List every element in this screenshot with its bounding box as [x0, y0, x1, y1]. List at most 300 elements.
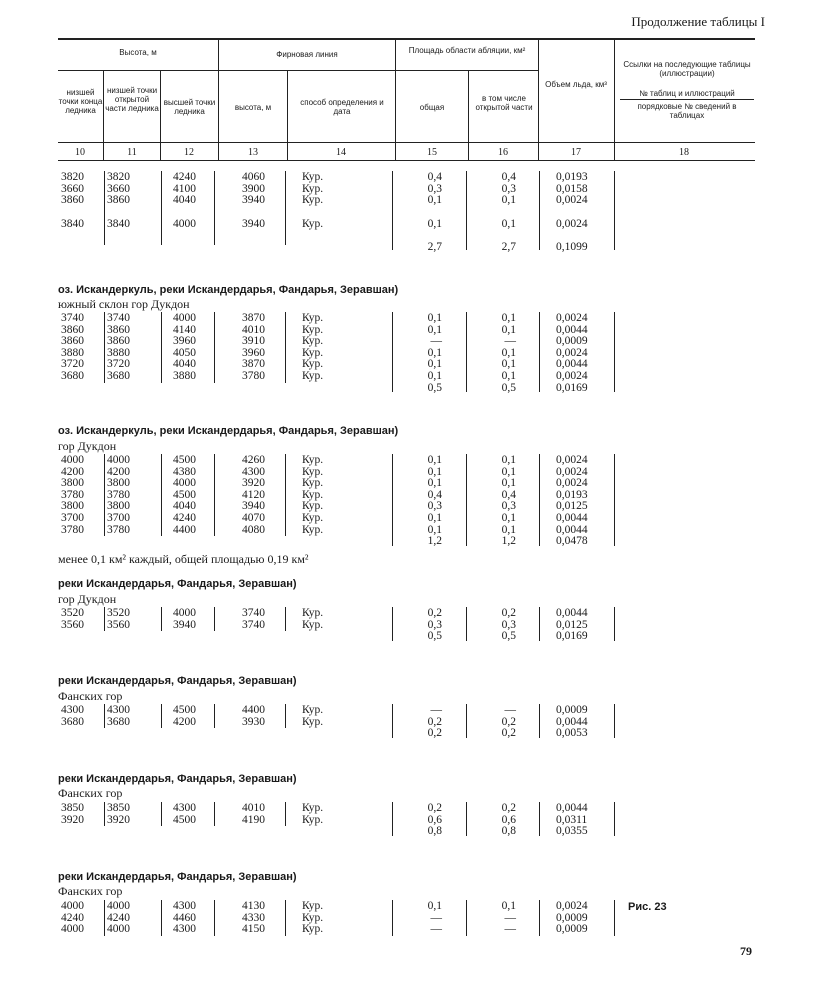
column-separator [466, 704, 467, 738]
table-cell: 0,1 [501, 454, 516, 466]
table-cell: Кур. [302, 488, 324, 501]
group-subtitle: южный склон гор Дукдон [58, 297, 190, 311]
column-separator [161, 900, 162, 936]
total-cell: 1,2 [501, 535, 516, 548]
table-cell: 3780 [242, 370, 265, 382]
table-cell: 4120 [242, 488, 265, 501]
header-firn-group: Фирновая линия [276, 50, 338, 59]
table-cell: 3960 [173, 335, 196, 348]
table-cell: 4380 [173, 465, 196, 478]
table-cell: Кур. [302, 715, 324, 728]
table-cell: 4240 [173, 512, 196, 524]
table-cell: 4040 [173, 500, 196, 513]
table-cell: 4040 [173, 358, 196, 371]
table-cell: 0,6 [501, 813, 516, 826]
column-separator [285, 171, 286, 245]
column-separator [285, 900, 286, 936]
table-cell: 0,6 [427, 813, 442, 826]
total-cell: 0,5 [501, 381, 516, 394]
table-cell: 0,3 [427, 618, 442, 631]
table-cell: 0,3 [427, 182, 442, 195]
group-subtitle: гор Дукдон [58, 439, 117, 453]
table-cell: Кур. [302, 813, 324, 826]
table-cell: 0,2 [501, 715, 516, 728]
table-cell: Кур. [302, 217, 324, 230]
header-lowest-end: низшей точки конца ледника [58, 88, 103, 115]
column-separator [161, 607, 162, 631]
group-title: реки Искандердарья, Фандарья, Зеравшан) [58, 871, 297, 883]
table-cell: 3860 [107, 194, 130, 207]
table-cell: 4300 [107, 704, 130, 716]
column-number: 11 [127, 147, 137, 158]
total-cell: 0,0478 [556, 535, 588, 548]
column-separator [539, 312, 540, 392]
table-cell: 4050 [173, 346, 196, 359]
table-cell: 4140 [173, 323, 196, 336]
table-cell: 3920 [242, 477, 265, 490]
table-cell: 4240 [173, 171, 196, 183]
table-cell: 3560 [61, 618, 84, 631]
total-cell: 0,0053 [556, 727, 588, 740]
table-cell: — [504, 335, 516, 348]
table-cell: 4000 [107, 454, 130, 466]
table-cell: 0,0009 [556, 923, 588, 936]
table-cell: 0,1 [501, 370, 516, 382]
column-number: 17 [571, 147, 581, 158]
table-cell: 0,2 [427, 607, 442, 619]
table-cell: 0,0044 [556, 358, 588, 371]
table-cell: 3870 [242, 358, 265, 371]
column-separator [214, 454, 215, 536]
table-cell: 4460 [173, 911, 196, 924]
table-cell: 0,0044 [556, 512, 588, 524]
table-cell: 0,0044 [556, 607, 588, 619]
table-cell: 4500 [173, 454, 196, 466]
table-cell: — [504, 911, 516, 924]
column-separator [614, 312, 615, 392]
column-separator [392, 171, 393, 250]
total-cell: 2,7 [427, 241, 442, 254]
group-title: оз. Искандеркуль, реки Искандердарья, Фандарья, Зеравшан) [58, 425, 399, 437]
table-cell: 3820 [61, 171, 84, 183]
table-cell: 4150 [242, 923, 265, 936]
column-separator [214, 900, 215, 936]
column-number: 16 [498, 147, 508, 158]
column-separator [214, 171, 215, 245]
total-cell: 0,5 [427, 381, 442, 394]
table-cell: 3860 [107, 335, 130, 348]
table-cell: 4300 [173, 923, 196, 936]
table-cell: Кур. [302, 900, 324, 912]
column-number: 15 [427, 147, 437, 158]
table-cell: 4400 [242, 704, 265, 716]
table-cell: 3800 [107, 500, 130, 513]
table-cell: Кур. [302, 500, 324, 513]
table-cell: 4200 [173, 715, 196, 728]
table-cell: 3680 [61, 370, 84, 382]
table-cell: 0,0044 [556, 802, 588, 814]
header-height-group: Высота, м [119, 48, 157, 57]
column-separator [466, 900, 467, 936]
table-cell: 0,0024 [556, 900, 588, 912]
table-cell: — [504, 704, 516, 716]
table-cell: 4240 [107, 911, 130, 924]
table-cell: Кур. [302, 802, 324, 814]
column-separator [539, 802, 540, 836]
table-cell: 4040 [173, 194, 196, 207]
column-separator [614, 802, 615, 836]
table-cell: Кур. [302, 618, 324, 631]
table-cell: Кур. [302, 523, 324, 536]
table-cell: 3740 [242, 607, 265, 619]
group-title: реки Искандердарья, Фандарья, Зеравшан) [58, 675, 297, 687]
table-cell: 3940 [242, 500, 265, 513]
table-cell: 3960 [242, 346, 265, 359]
table-cell: 0,0193 [556, 171, 588, 183]
header-refs-seq: порядковые № сведений в таблицах [637, 102, 737, 120]
column-separator [466, 607, 467, 641]
table-cell: 3660 [61, 182, 84, 195]
column-separator [214, 802, 215, 826]
table-cell: 0,3 [501, 182, 516, 195]
column-separator [539, 704, 540, 738]
table-cell: 0,1 [501, 323, 516, 336]
total-cell: 0,5 [501, 630, 516, 643]
group-title: реки Искандердарья, Фандарья, Зеравшан) [58, 578, 297, 590]
total-cell: 0,8 [427, 825, 442, 838]
table-cell: 4000 [61, 900, 84, 912]
column-separator [466, 312, 467, 392]
table-cell: Кур. [302, 370, 324, 382]
table-cell: 3940 [242, 217, 265, 230]
table-cell: — [430, 911, 442, 924]
group-subtitle: Фанских гор [58, 884, 123, 898]
table-cell: 0,1 [427, 217, 442, 230]
table-cell: 3820 [107, 171, 130, 183]
table-cell: 3870 [242, 312, 265, 324]
table-cell: 0,1 [501, 312, 516, 324]
table-cell: 3720 [61, 358, 84, 371]
table-cell: 0,3 [501, 500, 516, 513]
column-separator [214, 704, 215, 728]
table-cell: Кур. [302, 194, 324, 207]
column-separator [285, 454, 286, 536]
table-cell: 3840 [107, 217, 130, 230]
table-cell: 3680 [107, 370, 130, 382]
total-cell: 0,0355 [556, 825, 588, 838]
total-cell: 1,2 [427, 535, 442, 548]
column-number: 18 [679, 147, 689, 158]
table-cell: 0,0158 [556, 182, 588, 195]
column-separator [104, 704, 105, 728]
table-cell: 4070 [242, 512, 265, 524]
table-cell: 4000 [173, 477, 196, 490]
column-separator [104, 802, 105, 826]
total-cell: 0,5 [427, 630, 442, 643]
table-cell: 3860 [61, 335, 84, 348]
table-cell: 0,0024 [556, 370, 588, 382]
column-separator [161, 171, 162, 245]
table-cell: Кур. [302, 911, 324, 924]
table-cell: 3800 [61, 477, 84, 490]
table-cell: 4000 [173, 607, 196, 619]
table-cell: 3740 [242, 618, 265, 631]
total-cell: 0,1099 [556, 241, 588, 254]
table-cell: 3680 [61, 715, 84, 728]
table-cell: 3880 [61, 346, 84, 359]
table-cell: 4000 [107, 900, 130, 912]
table-cell: 3840 [61, 217, 84, 230]
table-cell: 4000 [173, 217, 196, 230]
table-cell: 3800 [107, 477, 130, 490]
column-separator [392, 704, 393, 738]
table-cell: 4330 [242, 911, 265, 924]
table-cell: Кур. [302, 477, 324, 490]
table-cell: 3660 [107, 182, 130, 195]
table-cell: 3720 [107, 358, 130, 371]
table-cell: 0,1 [501, 358, 516, 371]
table-cell: 0,0009 [556, 911, 588, 924]
table-cell: 4190 [242, 813, 265, 826]
header-firn-height: высота, м [234, 103, 272, 112]
column-separator [161, 802, 162, 826]
table-cell: Кур. [302, 182, 324, 195]
table-cell: 0,1 [501, 194, 516, 207]
table-cell: 0,0024 [556, 312, 588, 324]
table-cell: 4000 [173, 312, 196, 324]
group-note: менее 0,1 км² каждый, общей площадью 0,19 км² [58, 551, 309, 566]
table-cell: 3850 [61, 802, 84, 814]
table-cell: 0,0024 [556, 217, 588, 230]
total-cell: 0,2 [427, 727, 442, 740]
table-cell: 4200 [107, 465, 130, 478]
column-separator [161, 704, 162, 728]
table-cell: — [430, 923, 442, 936]
table-cell: 0,0009 [556, 704, 588, 716]
column-separator [104, 171, 105, 245]
column-separator [392, 454, 393, 546]
table-cell: 4300 [242, 465, 265, 478]
table-cell: 4200 [61, 465, 84, 478]
group-title: оз. Искандеркуль, реки Искандердарья, Фандарья, Зеравшан) [58, 284, 399, 296]
column-separator [104, 454, 105, 536]
column-separator [466, 454, 467, 546]
table-cell: — [430, 704, 442, 716]
column-separator [104, 900, 105, 936]
column-separator [161, 454, 162, 536]
table-cell: 4300 [173, 802, 196, 814]
table-cell: 4500 [173, 704, 196, 716]
table-cell: 3780 [107, 523, 130, 536]
table-cell: 4300 [173, 900, 196, 912]
table-cell: 0,4 [427, 171, 442, 183]
table-cell: 4300 [61, 704, 84, 716]
table-cell: 3560 [107, 618, 130, 631]
table-cell: 0,1 [427, 900, 442, 912]
table-cell: 3520 [61, 607, 84, 619]
table-cell: 4240 [61, 911, 84, 924]
table-cell: 0,2 [501, 607, 516, 619]
header-lowest-open: низшей точки открытой части ледника [105, 86, 159, 113]
table-cell: 0,0009 [556, 335, 588, 348]
table-cell: Кур. [302, 323, 324, 336]
table-cell: 3700 [107, 512, 130, 524]
table-cell: 0,1 [427, 194, 442, 207]
table-cell: 0,1 [501, 477, 516, 490]
table-cell: Кур. [302, 454, 324, 466]
table-cell: 0,4 [501, 488, 516, 501]
table-cell: 4080 [242, 523, 265, 536]
table-cell: 3900 [242, 182, 265, 195]
table-cell: 0,1 [427, 358, 442, 371]
table-cell: Кур. [302, 358, 324, 371]
table-cell: 0,0044 [556, 323, 588, 336]
total-cell: 0,2 [501, 727, 516, 740]
column-separator [614, 171, 615, 250]
header-firn-method: способ определения и дата [300, 98, 384, 116]
table-cell: 0,1 [427, 465, 442, 478]
table-cell: 4100 [173, 182, 196, 195]
table-cell: 0,0311 [556, 813, 588, 826]
table-cell: 0,1 [427, 512, 442, 524]
column-separator [104, 607, 105, 631]
table-cell: 0,0024 [556, 465, 588, 478]
table-cell: Кур. [302, 512, 324, 524]
page-number: 79 [740, 944, 752, 958]
group-subtitle: Фанских гор [58, 786, 123, 800]
table-cell: Кур. [302, 607, 324, 619]
header-refs-main: Ссылки на последующие таблицы (иллюстрации) [623, 60, 751, 78]
table-cell: 3860 [61, 194, 84, 207]
table-cell: 0,1 [501, 346, 516, 359]
column-separator [161, 312, 162, 383]
column-number: 13 [248, 147, 258, 158]
table-cell: 3780 [61, 523, 84, 536]
table-cell: 0,0125 [556, 500, 588, 513]
header-ice-volume: Объем льда, км³ [545, 80, 607, 89]
table-cell: 0,1 [427, 323, 442, 336]
table-cell: 0,2 [427, 715, 442, 728]
column-separator [539, 454, 540, 546]
table-cell: 0,0125 [556, 618, 588, 631]
column-separator [614, 704, 615, 738]
table-cell: 3850 [107, 802, 130, 814]
column-separator [614, 454, 615, 546]
table-cell: 3740 [107, 312, 130, 324]
column-separator [392, 900, 393, 936]
group-subtitle: гор Дукдон [58, 592, 117, 606]
table-cell: 0,1 [427, 312, 442, 324]
table-cell: 4260 [242, 454, 265, 466]
table-cell: 0,1 [501, 512, 516, 524]
table-cell: 3780 [61, 488, 84, 501]
table-cell: 0,4 [427, 488, 442, 501]
header-refs-num: № таблиц и иллюстраций [620, 89, 754, 100]
table-cell: 0,1 [501, 900, 516, 912]
column-separator [539, 607, 540, 641]
table-cell: Кур. [302, 923, 324, 936]
column-separator [285, 607, 286, 631]
column-separator [285, 704, 286, 728]
table-cell: 3860 [107, 323, 130, 336]
header-highest: высшей точки ледника [163, 98, 216, 116]
table-cell: 3910 [242, 335, 265, 348]
table-cell: 4400 [173, 523, 196, 536]
table-cell: 0,2 [501, 802, 516, 814]
table-cell: 4500 [173, 813, 196, 826]
table-cell: Кур. [302, 335, 324, 348]
header-ablation-group: Площадь области абляции, км² [408, 46, 526, 55]
table-cell: 0,0044 [556, 715, 588, 728]
table-cell: 3940 [173, 618, 196, 631]
table-cell: 0,1 [427, 523, 442, 536]
table-cell: 0,1 [427, 454, 442, 466]
column-separator [466, 171, 467, 250]
table-cell: 3920 [61, 813, 84, 826]
table-cell: 0,0024 [556, 194, 588, 207]
total-cell: 0,8 [501, 825, 516, 838]
column-separator [104, 312, 105, 383]
table-cell: 3700 [61, 512, 84, 524]
table-cell: 0,0193 [556, 488, 588, 501]
table-cell: 4000 [107, 923, 130, 936]
table-cell: 0,1 [501, 217, 516, 230]
table-cell: 3930 [242, 715, 265, 728]
table-cell: 0,1 [501, 523, 516, 536]
total-cell: 2,7 [501, 241, 516, 254]
column-separator [539, 171, 540, 250]
table-cell: 0,1 [501, 465, 516, 478]
column-separator [285, 802, 286, 826]
column-separator [466, 802, 467, 836]
table-cell: 4500 [173, 488, 196, 501]
table-cell: 0,2 [427, 802, 442, 814]
column-separator [392, 312, 393, 392]
table-cell: 4010 [242, 323, 265, 336]
table-cell: 3880 [173, 370, 196, 382]
table-cell: 3860 [61, 323, 84, 336]
column-separator [392, 802, 393, 836]
table-cell: 0,4 [501, 171, 516, 183]
table-cell: — [430, 335, 442, 348]
table-cell: 4000 [61, 454, 84, 466]
group-title: реки Искандердарья, Фандарья, Зеравшан) [58, 773, 297, 785]
header-ablation-open: в том числе открытой части [475, 94, 533, 112]
figure-reference: Рис. 23 [628, 901, 667, 913]
table-cell: 0,0024 [556, 454, 588, 466]
table-cell: 3800 [61, 500, 84, 513]
column-separator [614, 607, 615, 641]
table-cell: 0,3 [427, 500, 442, 513]
table-caption: Продолжение таблицы I [631, 14, 765, 29]
column-number: 14 [336, 147, 346, 158]
column-separator [285, 312, 286, 383]
table-cell: 0,3 [501, 618, 516, 631]
column-number: 12 [184, 147, 194, 158]
table-cell: 3680 [107, 715, 130, 728]
column-separator [392, 607, 393, 641]
table-cell: Кур. [302, 465, 324, 478]
table-cell: 3880 [107, 346, 130, 359]
header-ablation-total: общая [419, 103, 445, 112]
table-cell: 3520 [107, 607, 130, 619]
total-cell: 0,0169 [556, 630, 588, 643]
table-cell: 0,1 [427, 477, 442, 490]
column-separator [214, 312, 215, 383]
table-cell: 4000 [61, 923, 84, 936]
table-cell: 0,0044 [556, 523, 588, 536]
table-cell: 4060 [242, 171, 265, 183]
